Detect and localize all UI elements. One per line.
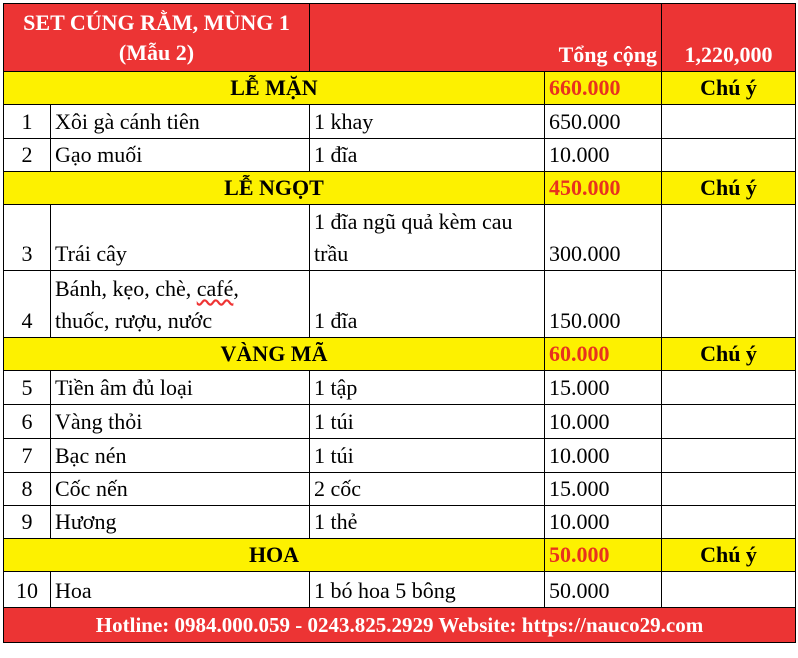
item-note (662, 439, 796, 473)
item-number: 8 (4, 473, 51, 506)
section-row-hoa (4, 539, 796, 572)
item-number: 9 (4, 506, 51, 539)
header-row (4, 4, 796, 72)
item-name: Trái cây (51, 205, 310, 271)
footer-row (4, 608, 796, 643)
table-row (4, 205, 796, 271)
item-name: Xôi gà cánh tiên (51, 105, 310, 139)
section-note-label: Chú ý (662, 72, 796, 105)
item-name-part: Bánh, kẹo, chè, (55, 276, 197, 301)
item-price: 10.000 (545, 405, 662, 439)
item-note (662, 271, 796, 338)
item-number: 1 (4, 105, 51, 139)
section-note-label: Chú ý (662, 338, 796, 371)
item-name: Hương (51, 506, 310, 539)
table-row (4, 473, 796, 506)
item-quantity-line2: trầu (314, 241, 349, 266)
item-quantity: 1 bó hoa 5 bông (310, 572, 545, 608)
item-price: 150.000 (545, 271, 662, 338)
section-row-vang-ma (4, 338, 796, 371)
item-note (662, 205, 796, 271)
footer-contact: Hotline: 0984.000.059 - 0243.825.2929 Website: https://nauco29.com (4, 608, 796, 643)
item-note (662, 405, 796, 439)
item-note (662, 371, 796, 405)
table-row (4, 271, 796, 338)
set-title-line1: SET CÚNG RẰM, MÙNG 1 (23, 9, 290, 35)
table-row (4, 506, 796, 539)
item-price: 300.000 (545, 205, 662, 271)
total-label: Tổng cộng (310, 4, 662, 72)
section-total: 660.000 (545, 72, 662, 105)
item-name: Gạo muối (51, 139, 310, 172)
item-name-line2: thuốc, rượu, nước (55, 308, 213, 333)
item-name: Vàng thỏi (51, 405, 310, 439)
item-price: 15.000 (545, 371, 662, 405)
section-row-le-man (4, 72, 796, 105)
item-quantity: 1 khay (310, 105, 545, 139)
item-name: Cốc nến (51, 473, 310, 506)
section-note-label: Chú ý (662, 539, 796, 572)
item-note (662, 506, 796, 539)
item-price: 10.000 (545, 139, 662, 172)
section-row-le-ngot (4, 172, 796, 205)
section-name: LỄ NGỌT (4, 172, 545, 205)
item-price: 15.000 (545, 473, 662, 506)
section-total: 60.000 (545, 338, 662, 371)
item-name-part: , (233, 276, 239, 301)
item-number: 10 (4, 572, 51, 608)
section-name: LỄ MẶN (4, 72, 545, 105)
item-price: 10.000 (545, 439, 662, 473)
item-quantity: 2 cốc (310, 473, 545, 506)
item-price: 50.000 (545, 572, 662, 608)
item-quantity: 1 túi (310, 439, 545, 473)
item-quantity-line1: 1 đĩa ngũ quả kèm cau (314, 209, 513, 234)
section-total: 450.000 (545, 172, 662, 205)
item-price: 650.000 (545, 105, 662, 139)
table-row (4, 405, 796, 439)
item-number: 5 (4, 371, 51, 405)
item-note (662, 105, 796, 139)
set-title (4, 4, 310, 72)
item-number: 6 (4, 405, 51, 439)
total-value: 1,220,000 (662, 4, 796, 72)
item-name: Hoa (51, 572, 310, 608)
section-name: VÀNG MÃ (4, 338, 545, 371)
table-row (4, 371, 796, 405)
item-quantity: 1 đĩa (310, 139, 545, 172)
section-name: HOA (4, 539, 545, 572)
set-title-line2: (Mẫu 2) (118, 39, 195, 65)
item-number: 7 (4, 439, 51, 473)
item-price: 10.000 (545, 506, 662, 539)
section-total: 50.000 (545, 539, 662, 572)
item-number: 4 (4, 271, 51, 338)
table-row (4, 439, 796, 473)
table-row (4, 105, 796, 139)
item-name-line1 (55, 273, 305, 305)
item-quantity (310, 205, 545, 271)
item-number: 2 (4, 139, 51, 172)
item-quantity: 1 đĩa (310, 271, 545, 338)
item-name-spellcheck: café (196, 276, 234, 301)
table-row (4, 572, 796, 608)
item-note (662, 473, 796, 506)
item-name: Tiền âm đủ loại (51, 371, 310, 405)
price-table (3, 3, 796, 643)
item-quantity: 1 thẻ (310, 506, 545, 539)
table-row (4, 139, 796, 172)
item-quantity: 1 túi (310, 405, 545, 439)
item-note (662, 572, 796, 608)
item-quantity: 1 tập (310, 371, 545, 405)
item-note (662, 139, 796, 172)
item-name: Bạc nén (51, 439, 310, 473)
item-name (51, 271, 310, 338)
item-number: 3 (4, 205, 51, 271)
section-note-label: Chú ý (662, 172, 796, 205)
